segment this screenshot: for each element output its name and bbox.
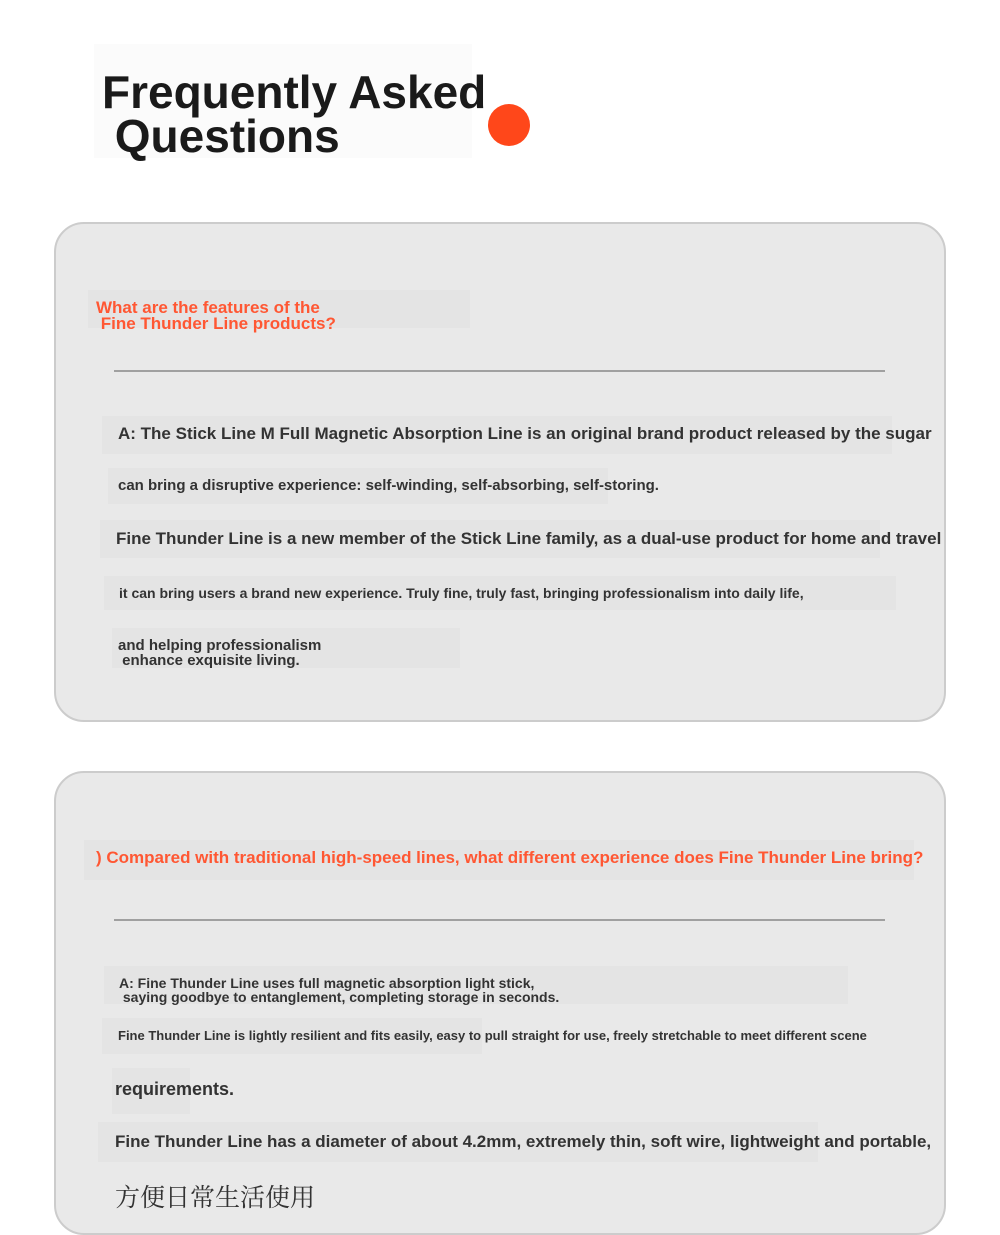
faq-answer-1-line-1: A: The Stick Line M Full Magnetic Absorption Line is an original brand product released by the sugar <box>118 424 932 443</box>
faq-answer-2-line-3: requirements. <box>115 1079 235 1099</box>
faq-answer-1-line-4: it can bring users a brand new experience. Truly fine, truly fast, bringing professionalism into daily life, <box>119 585 804 601</box>
accent-dot <box>488 104 530 146</box>
faq-answer-2-line-5: 方便日常生活使用 <box>115 1184 316 1212</box>
faq-answer-2-line-4: Fine Thunder Line has a diameter of about 4.2mm, extremely thin, soft wire, lightweight and portable, <box>115 1132 932 1151</box>
faq-divider-2 <box>114 919 885 921</box>
faq-divider-1 <box>114 370 885 372</box>
faq-answer-2-line-1: A: Fine Thunder Line uses full magnetic absorption light stick, saying goodbye to entanglement, completing storage in seconds. <box>119 975 560 1005</box>
faq-answer-2-line-2: Fine Thunder Line is lightly resilient and fits easily, easy to pull straight for use, freely stretchable to meet different scene <box>118 1028 867 1043</box>
faq-answer-1-line-5: and helping professionalism enhance exquisite living. <box>118 637 322 669</box>
faq-question-2[interactable]: ) Compared with traditional high-speed lines, what different experience does Fine Thunder Line bring? <box>96 848 924 867</box>
faq-answer-1-line-3: Fine Thunder Line is a new member of the Stick Line family, as a dual-use product for home and travel <box>116 529 942 548</box>
faq-question-1[interactable]: What are the features of the Fine Thunder Line products? <box>96 298 336 333</box>
page-title: Frequently Asked Questions <box>102 66 487 162</box>
faq-answer-1-line-2: can bring a disruptive experience: self-winding, self-absorbing, self-storing. <box>118 477 659 494</box>
